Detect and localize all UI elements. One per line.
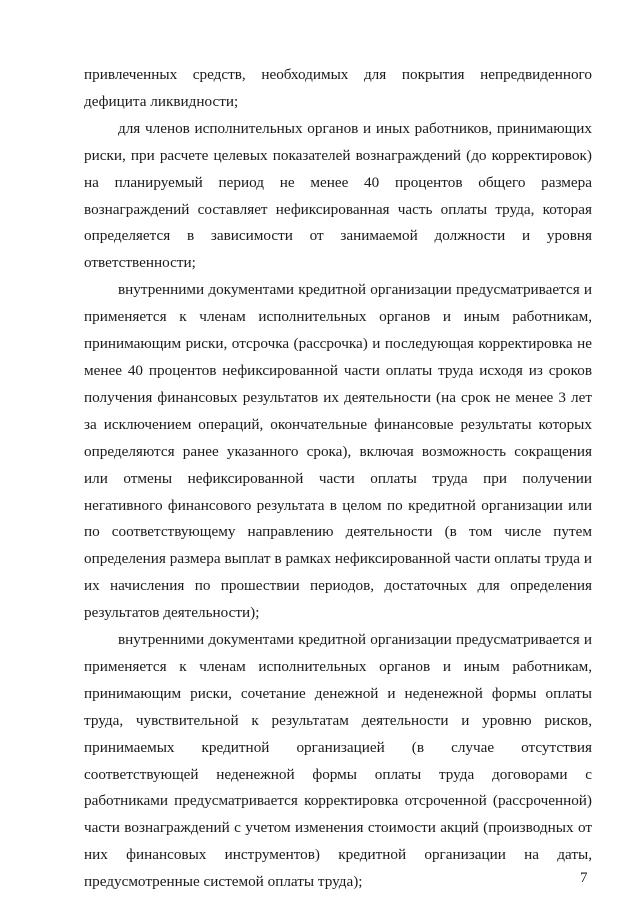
- page-number: 7: [580, 870, 588, 886]
- paragraph-liquidity-deficit: привлеченных средств, необходимых для покрытия непредвиденного дефицита ликвидности;: [84, 66, 592, 110]
- document-page-body: [84, 62, 592, 896]
- paragraph-cash-noncash-mix: внутренними документами кредитной организации предусматривается и применяется к членам исполнительных органов и иным работникам, принимающим риски, сочетание денежной и неденежной формы оплаты труда, чувствительной к результатам деятельности и уровню рисков, принимаемых кредитной организацией (в случае отсутствия соответствующей неденежной формы оплаты труда договорами с работниками предусматривается корректировка отсроченной (рассроченной) части вознаграждений с учетом изменения стоимости акций (производных от них финансовых инструментов) кредитной организации на даты, предусмотренные системой оплаты труда);: [84, 631, 592, 891]
- paragraph-variable-pay-share: для членов исполнительных органов и иных работников, принимающих риски, при расчете целевых показателей вознаграждений (до корректировок) на планируемый период не менее 40 процентов общего размера вознаграждений составляет нефиксированная часть оплаты труда, которая определяется в зависимости от занимаемой должности и уровня ответственности;: [84, 119, 592, 272]
- paragraph-deferral-adjustment: внутренними документами кредитной организации предусматривается и применяется к членам исполнительных органов и иным работникам, принимающим риски, отсрочка (рассрочка) и последующая корректировка не менее 40 процентов нефиксированной части оплаты труда исходя из сроков получения финансовых результатов их деятельности (на срок не менее 3 лет за исключением операций, окончательные финансовые результаты которых определяются ранее указанного срока), включая возможность сокращения или отмены нефиксированной части оплаты труда при получении негативного финансового результата в целом по кредитной организации или по соответствующему направлению деятельности (в том числе путем определения размера выплат в рамках нефиксированной части оплаты труда и их начисления по прошествии периодов, достаточных для определения результатов деятельности);: [84, 281, 592, 622]
